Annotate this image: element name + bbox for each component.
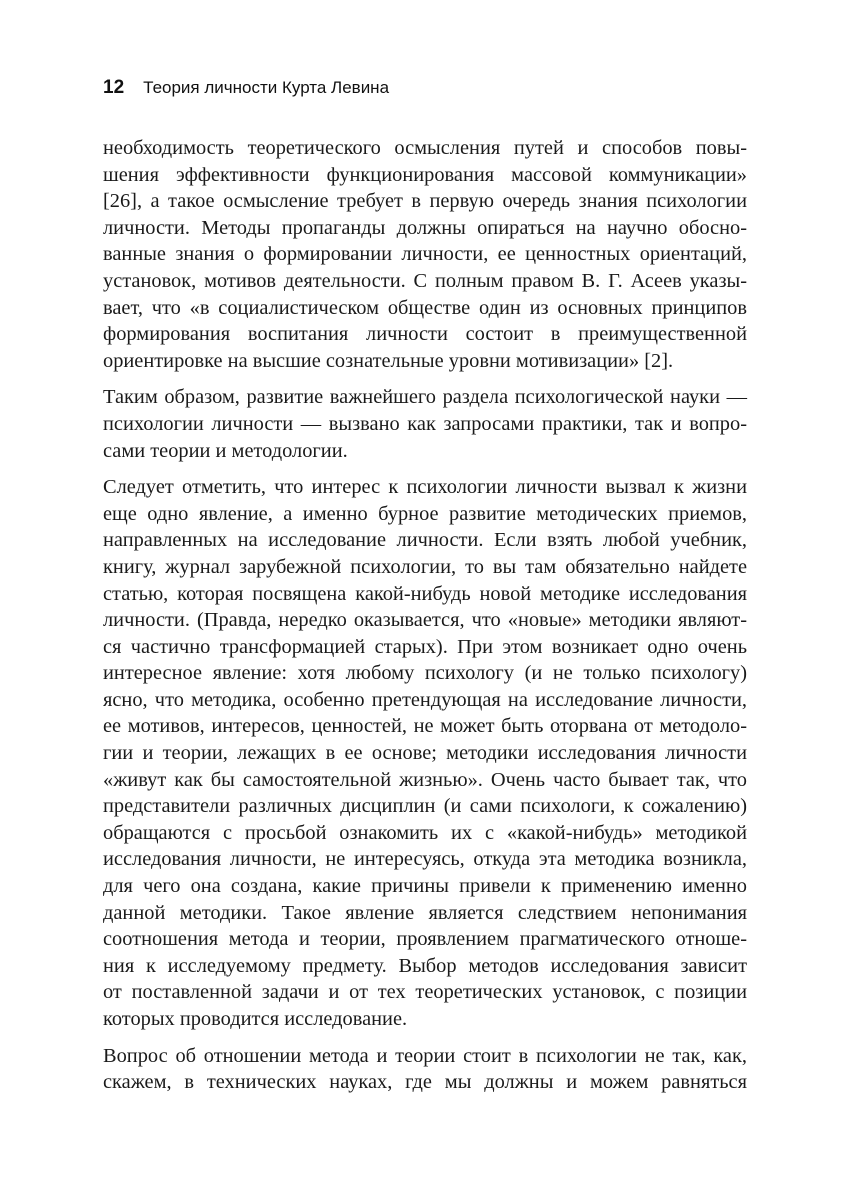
text-line: представители различных дисциплин (и сами психологи, к сожалению) (103, 795, 747, 818)
text-line: интересное явление: хотя любому психологу (и не только психологу) (103, 662, 747, 685)
text-line: Следует отметить, что интерес к психологии личности вызвал к жизни (103, 476, 747, 499)
text-line: соотношения метода и теории, проявлением прагматического отноше- (103, 928, 747, 951)
text-line: психологии личности — вызвано как запросами практики, так и вопро- (103, 412, 747, 435)
text-line: ясно, что методика, особенно претендующая на исследование личности, (103, 688, 747, 711)
page-number: 12 (103, 77, 125, 98)
text-line: от поставленной задачи и от тех теоретических установок, с позиции (103, 981, 747, 1004)
paragraph (103, 135, 747, 374)
text-line: сами теории и методологии. (103, 439, 348, 462)
paragraph (103, 384, 747, 464)
text-line: ния к исследуемому предмету. Выбор методов исследования зависит (103, 954, 747, 977)
text-line: «живут как бы самостоятельной жизнью». Очень часто бывает так, что (103, 768, 747, 791)
text-line: для чего она создана, какие причины привели к применению именно (103, 875, 747, 898)
text-line: скажем, в технических науках, где мы должны и можем равняться (103, 1071, 747, 1094)
text-line: личности. (Правда, нередко оказывается, что «новые» методики являют- (103, 609, 747, 632)
paragraph (103, 1043, 747, 1096)
text-line: необходимость теоретического осмысления путей и способов повы- (103, 137, 747, 159)
text-line: ванные знания о формировании личности, ее ценностных ориентаций, (103, 243, 747, 266)
text-line: обращаются с просьбой ознакомить их с «какой-нибудь» методикой (103, 821, 747, 844)
text-line: Вопрос об отношении метода и теории стоит в психологии не так, как, (103, 1044, 747, 1067)
text-line: книгу, журнал зарубежной психологии, то вы там обязательно найдете (103, 555, 747, 578)
text-line: вает, что «в социалистическом обществе один из основных принципов (103, 296, 747, 319)
paragraph (103, 474, 747, 1032)
text-line: данной методики. Такое явление является следствием непонимания (103, 901, 747, 924)
text-line: гии и теории, лежащих в ее основе; методики исследования личности (103, 742, 747, 765)
running-title: Теория личности Курта Левина (143, 78, 390, 97)
text-line: ориентировке на высшие сознательные уровни мотивизации» [2]. (103, 349, 674, 372)
text-line: направленных на исследование личности. Если взять любой учебник, (103, 529, 747, 552)
text-line: [26], а такое осмысление требует в первую очередь знания психологии (103, 190, 747, 213)
text-line: ся частично трансформацией старых). При этом возникает одно очень (103, 635, 747, 658)
text-line: еще одно явление, а именно бурное развитие методических приемов, (103, 502, 747, 525)
text-line: установок, мотивов деятельности. С полным правом В. Г. Асеев указы- (103, 269, 747, 292)
running-head (103, 77, 389, 103)
text-line: ее мотивов, интересов, ценностей, не может быть оторвана от методоло- (103, 715, 747, 738)
text-line: формирования воспитания личности состоит в преимущественной (103, 323, 747, 346)
text-line: статью, которая посвящена какой-нибудь новой методике исследования (103, 582, 747, 605)
text-line: личности. Методы пропаганды должны опираться на научно обосно- (103, 216, 747, 239)
text-line: которых проводится исследование. (103, 1008, 408, 1030)
text-line: Таким образом, развитие важнейшего раздела психологической науки — (103, 386, 747, 409)
text-line: шения эффективности функционирования массовой коммуникации» (103, 163, 747, 186)
body-text (103, 135, 747, 1106)
text-line: исследования личности, не интересуясь, откуда эта методика возникла, (103, 848, 747, 871)
